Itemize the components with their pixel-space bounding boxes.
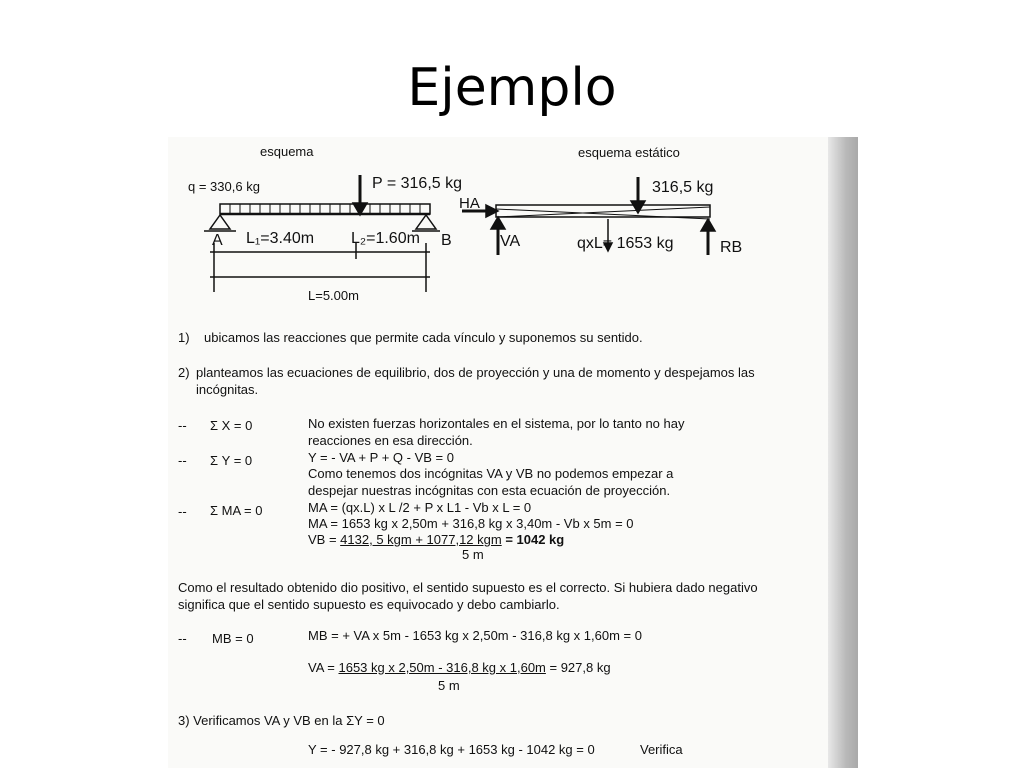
sum-x-text-1: No existen fuerzas horizontales en el sistema, por lo tanto no hay — [308, 416, 685, 431]
y-dash: -- — [178, 453, 187, 468]
ha-label: HA — [459, 195, 480, 212]
step1-text: ubicamos las reacciones que permite cada vínculo y suponemos su sentido. — [204, 330, 643, 345]
force-label: 316,5 kg — [652, 179, 714, 196]
step3-text: 3) Verificamos VA y VB en la ΣY = 0 — [178, 713, 385, 728]
va-label-text: VA = — [308, 660, 339, 675]
sum-x-equation: Σ X = 0 — [210, 418, 253, 433]
support-a-label: A — [212, 232, 223, 249]
va-numerator: 1653 kg x 2,50m - 316,8 kg x 1,60m — [338, 660, 546, 675]
sum-y-text-3: despejar nuestras incógnitas con esta ecuación de proyección. — [308, 483, 671, 498]
vb-equation — [308, 532, 564, 547]
load-label: q = 330,6 kg — [188, 179, 260, 194]
vb-label: VB = — [308, 532, 341, 547]
conclusion-line-1: Como el resultado obtenido dio positivo, el sentido supuesto es el correcto. Si hubiera dado negativo — [178, 580, 758, 595]
ma-line-1: MA = (qx.L) x L /2 + P x L1 - Vb x L = 0 — [308, 500, 532, 515]
caption-esquema: esquema — [260, 144, 314, 159]
step1-number: 1) — [178, 330, 190, 345]
vb-numerator: 4132, 5 kgm + 1077,12 kgm — [340, 532, 502, 547]
sum-y-text-2: Como tenemos dos incógnitas VA y VB no podemos empezar a — [308, 466, 674, 481]
mb-equation: MB = + VA x 5m - 1653 kg x 2,50m - 316,8 kg x 1,60m = 0 — [308, 628, 642, 643]
mb-dash: -- — [178, 631, 187, 646]
span2-label: L₂=1.60m — [351, 230, 420, 247]
ma-line-2: MA = 1653 kg x 2,50m + 316,8 kg x 3,40m - Vb x 5m = 0 — [308, 516, 634, 531]
conclusion-line-2: significa que el sentido supuesto es equivocado y debo cambiarlo. — [178, 597, 560, 612]
caption-esquema-estatico: esquema estático — [578, 145, 680, 160]
sum-ma-equation: Σ MA = 0 — [210, 503, 263, 518]
point-load-label: P = 316,5 kg — [372, 175, 462, 192]
va-result: = 927,8 kg — [545, 660, 611, 675]
beam-diagrams — [168, 137, 858, 317]
verify-equation: Y = - 927,8 kg + 316,8 kg + 1653 kg - 1042 kg = 0 — [308, 742, 595, 757]
sum-x-text-2: reacciones en esa dirección. — [308, 433, 473, 448]
x-dash: -- — [178, 418, 187, 433]
page-shadow-edge — [828, 137, 858, 768]
vb-denominator: 5 m — [462, 547, 484, 562]
step2-number: 2) — [178, 365, 190, 380]
scanned-page — [168, 137, 858, 768]
slide-title: Ejemplo — [407, 58, 617, 118]
support-b-label: B — [441, 232, 452, 249]
step2-line2: incógnitas. — [196, 382, 259, 397]
qxl-label: qxL= 1653 kg — [577, 235, 674, 252]
ma-dash: -- — [178, 504, 187, 519]
sum-y-text-1: Y = - VA + P + Q - VB = 0 — [308, 450, 454, 465]
vb-result: = 1042 kg — [501, 532, 565, 547]
va-label: VA — [500, 233, 521, 250]
sum-y-equation: Σ Y = 0 — [210, 453, 253, 468]
va-denominator: 5 m — [438, 678, 460, 693]
step2-line1: planteamos las ecuaciones de equilibrio, dos de proyección y una de momento y despejamos las — [196, 365, 755, 380]
va-equation — [308, 660, 611, 675]
mb-equation-label: MB = 0 — [212, 631, 254, 646]
verify-word: Verifica — [640, 742, 683, 757]
rb-label: RB — [720, 239, 743, 256]
span1-label: L₁=3.40m — [246, 230, 315, 247]
total-length-label: L=5.00m — [308, 288, 359, 303]
